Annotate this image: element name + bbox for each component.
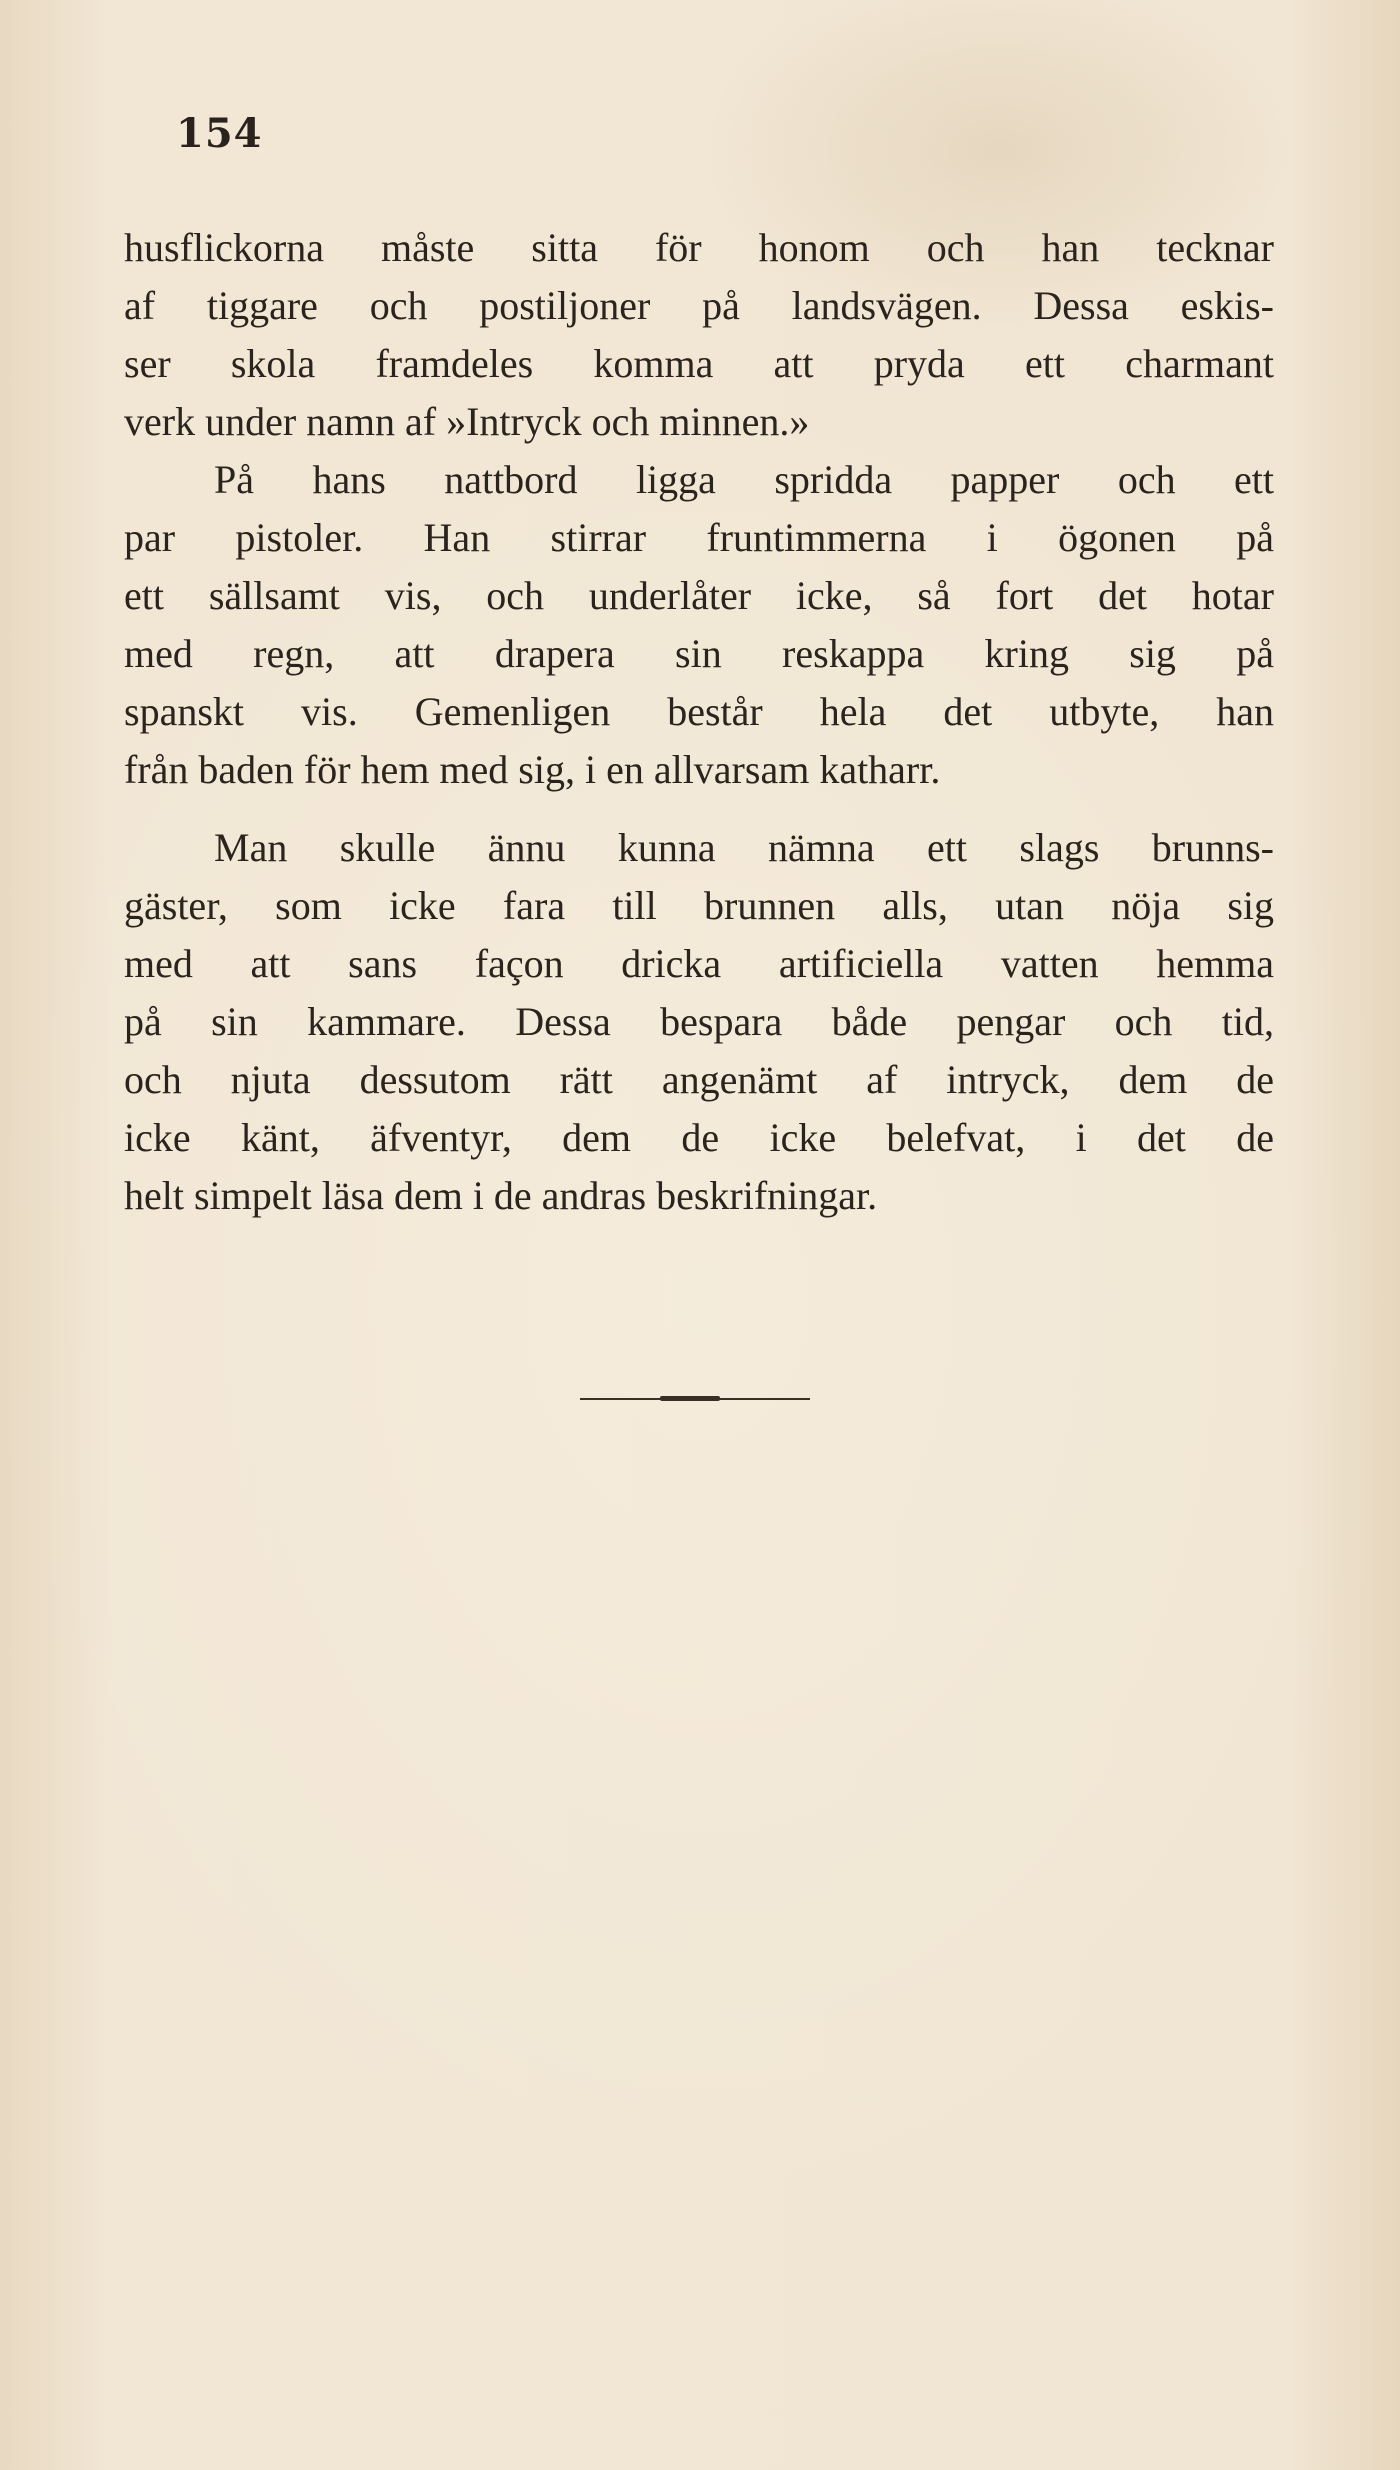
page-number: 154 bbox=[176, 110, 263, 157]
text-line: icke känt, äfventyr, dem de icke belefvat, i det de bbox=[124, 1115, 1274, 1160]
text-line: och njuta dessutom rätt angenämt af intryck, dem de bbox=[124, 1057, 1274, 1102]
text-line: spanskt vis. Gemenligen består hela det utbyte, han bbox=[124, 689, 1274, 734]
text-line: med regn, att drapera sin reskappa kring sig på bbox=[124, 631, 1274, 676]
text-line: från baden för hem med sig, i en allvarsam katharr. bbox=[124, 747, 941, 792]
text-line: ett sällsamt vis, och underlåter icke, så fort det hotar bbox=[124, 573, 1274, 618]
text-line: på sin kammare. Dessa bespara både pengar och tid, bbox=[124, 999, 1274, 1044]
text-line: par pistoler. Han stirrar fruntimmerna i ögonen på bbox=[124, 515, 1274, 560]
text-line: husflickorna måste sitta för honom och han tecknar bbox=[124, 225, 1274, 270]
text-line: På hans nattbord ligga spridda papper och ett bbox=[214, 457, 1274, 502]
text-line: af tiggare och postiljoner på landsvägen. Dessa eskis- bbox=[124, 283, 1274, 328]
text-line: med att sans façon dricka artificiella vatten hemma bbox=[124, 941, 1274, 986]
text-line: gäster, som icke fara till brunnen alls, utan nöja sig bbox=[124, 883, 1274, 928]
text-line: helt simpelt läsa dem i de andras beskrifningar. bbox=[124, 1173, 878, 1218]
text-line: Man skulle ännu kunna nämna ett slags brunns- bbox=[214, 825, 1274, 870]
text-line: ser skola framdeles komma att pryda ett charmant bbox=[124, 341, 1274, 386]
ornamental-rule-center bbox=[660, 1396, 720, 1401]
text-line: verk under namn af »Intryck och minnen.» bbox=[124, 399, 810, 444]
